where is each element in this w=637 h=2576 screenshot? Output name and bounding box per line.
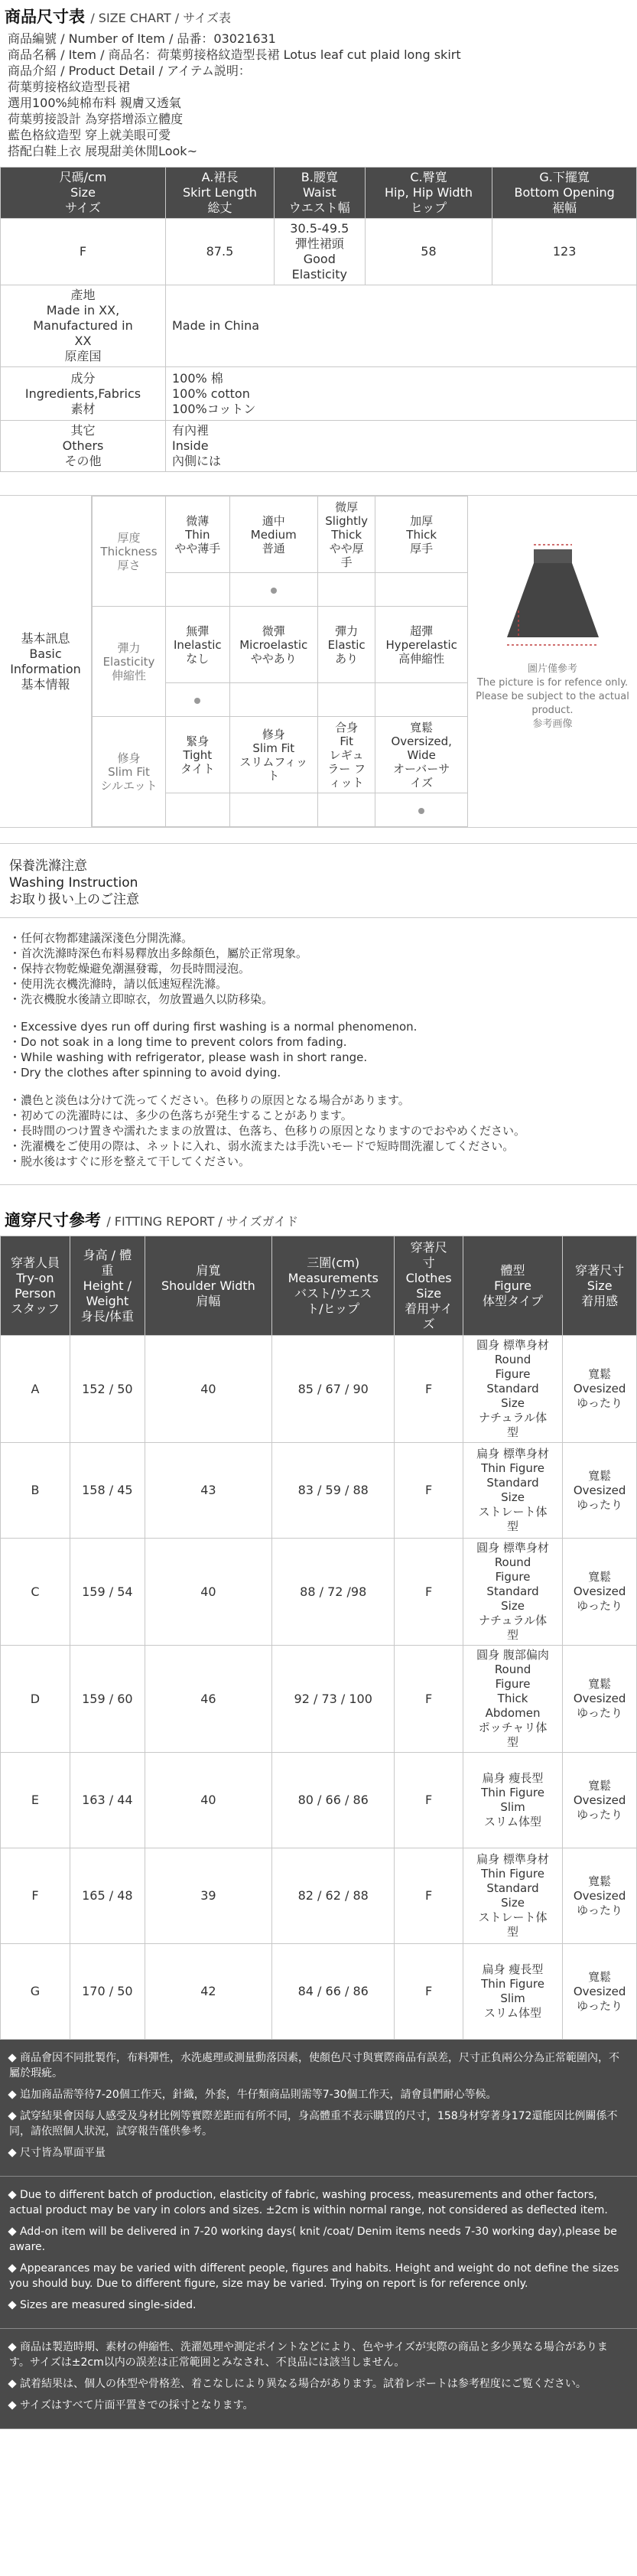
other-label: 其它 Others その他 <box>1 421 166 472</box>
wash-line: ・Do not soak in a long time to prevent colors from fading. <box>9 1035 347 1049</box>
elasticity-select <box>317 683 375 717</box>
size-table <box>0 167 637 472</box>
size-cell: 123 <box>492 219 637 285</box>
material-label: 成分 Ingredients,Fabrics 素材 <box>1 367 166 421</box>
diamond-bullet-icon <box>8 2301 16 2309</box>
wash-line: ・脱水後はすぐに形を整えて干してください。 <box>9 1154 251 1168</box>
wash-line: ・濃色と淡色は分けて洗ってください。色移りの原因となる場合があります。 <box>9 1093 410 1107</box>
fit-cell: 82 / 62 / 88 <box>272 1848 395 1944</box>
fit-cell: C <box>1 1539 70 1646</box>
size-header: B.腰寬 Waist ウエスト幅 <box>274 168 365 219</box>
fit-figure: 扁身 瘦長型 Thin Figure Slim スリム体型 <box>463 1753 562 1848</box>
size-cell: 30.5-49.5 彈性裙頭 Good Elasticity <box>274 219 365 285</box>
fit-cell: 170 / 50 <box>70 1944 145 2040</box>
basic-info-grid <box>92 496 468 827</box>
fit-cell: F <box>395 1443 463 1539</box>
other-value: 有內裡 Inside 內側には <box>165 421 636 472</box>
fit-cell: 83 / 59 / 88 <box>272 1443 395 1539</box>
fit-cell: 85 / 67 / 90 <box>272 1336 395 1443</box>
wash-line: ・Dry the clothes after spinning to avoid dying. <box>9 1066 281 1080</box>
info-line: 藍色格紋造型 穿上就美眼可愛 <box>8 128 171 142</box>
size-cell: 58 <box>365 219 492 285</box>
size-row-f <box>1 219 637 285</box>
diamond-bullet-icon <box>8 2190 16 2199</box>
diamond-bullet-icon <box>8 2401 16 2409</box>
elasticity-select <box>375 683 468 717</box>
fit-label: 修身 Slim Fit シルエット <box>93 717 166 827</box>
elasticity-select <box>229 683 317 717</box>
notes-block-en <box>0 2177 637 2329</box>
fit-selected-dot-icon <box>418 808 424 814</box>
washing-instruction <box>0 843 637 1185</box>
thickness-select <box>317 573 375 607</box>
fit-cell: A <box>1 1336 70 1443</box>
fit-cell: F <box>1 1848 70 1944</box>
fit-select <box>166 793 230 827</box>
note-line: サイズはすべて片面平置きでの採寸となります。 <box>9 2398 628 2413</box>
fit-figure: 圓身 腹部偏肉 Round Figure Thick Abdomen ポッチャリ体 型 <box>463 1646 562 1753</box>
fit-cell: 159 / 60 <box>70 1646 145 1753</box>
wash-line: ・任何衣物都建議深淺色分開洗滌。 <box>9 931 193 945</box>
thickness-option: 適中 Medium 普通 <box>229 497 317 573</box>
size-cell: 87.5 <box>165 219 274 285</box>
fit-cell: F <box>395 1848 463 1944</box>
fit-feel: 寬鬆 Ovesized ゆったり <box>563 1539 637 1646</box>
elasticity-option: 超彈 Hyperelastic 高伸縮性 <box>375 607 468 683</box>
info-line: 搭配白鞋上衣 展現甜美休閒Look~ <box>8 144 197 158</box>
fitting-report-title: 適穿尺寸參考 / FITTING REPORT / サイズガイド <box>5 1211 299 1229</box>
diamond-bullet-icon <box>8 2343 16 2351</box>
thickness-option: 加厚 Thick 厚手 <box>375 497 468 573</box>
fit-row <box>1 1539 637 1646</box>
info-line: 商品編號 / Number of Item / 品番：03021631 <box>8 31 276 46</box>
fit-feel: 寬鬆 Ovesized ゆったり <box>563 1443 637 1539</box>
fit-option: 寬鬆 Oversized, Wide オーバーサ イズ <box>375 717 468 793</box>
wash-line: ・Excessive dyes run off during first washing is a normal phenomenon. <box>9 1020 418 1034</box>
fit-option: 修身 Slim Fit スリムフィッ ト <box>229 717 317 793</box>
basic-info <box>0 495 637 828</box>
note-line: 追加商品需等待7-20個工作天，針織，外套，牛仔類商品則需等7-30個工作天，請會員們耐心等候。 <box>9 2087 628 2102</box>
fit-cell: 39 <box>145 1848 271 1944</box>
material-row <box>1 367 637 421</box>
fit-cell: 40 <box>145 1753 271 1848</box>
origin-value: Made in China <box>165 285 636 367</box>
fit-cell: F <box>395 1646 463 1753</box>
origin-row <box>1 285 637 367</box>
diamond-bullet-icon <box>8 2264 16 2272</box>
note-line: 商品會因不同批製作，布料彈性，水洗處理或測量動落因素，使顏色尺寸與實際商品有誤差，尺寸正負兩公分為正常範圍內，不屬於瑕疵。 <box>9 2052 619 2079</box>
fit-cell: 43 <box>145 1443 271 1539</box>
diamond-bullet-icon <box>8 2148 16 2157</box>
diamond-bullet-icon <box>8 2053 16 2062</box>
skirt-illustration-icon <box>496 542 610 656</box>
notes-block-ja <box>0 2329 637 2429</box>
fit-header: 體型 Figure 体型タイプ <box>463 1236 562 1336</box>
washing-body <box>0 918 637 1185</box>
fit-cell: G <box>1 1944 70 2040</box>
wash-line: ・初めての洗濯時には、多少の色落ちが発生することがあります。 <box>9 1109 353 1122</box>
fit-select <box>375 793 468 827</box>
notes-section <box>0 2040 637 2429</box>
fit-row <box>1 1753 637 1848</box>
fit-row <box>1 1336 637 1443</box>
diamond-bullet-icon <box>8 2112 16 2120</box>
fit-cell: D <box>1 1646 70 1753</box>
elasticity-option: 無彈 Inelastic なし <box>166 607 230 683</box>
basic-info-label: 基本訊息 Basic Information 基本情報 <box>0 496 92 827</box>
fit-cell: 40 <box>145 1539 271 1646</box>
elasticity-row <box>93 607 468 683</box>
fit-header: 三圍(cm) Measurements バスト/ウエス ト/ヒップ <box>272 1236 395 1336</box>
thickness-select <box>229 573 317 607</box>
origin-label: 產地 Made in XX, Manufactured in XX 原産国 <box>1 285 166 367</box>
fit-cell: 152 / 50 <box>70 1336 145 1443</box>
elasticity-option: 微彈 Microelastic ややあり <box>229 607 317 683</box>
elasticity-selected-dot-icon <box>194 698 200 704</box>
wash-line: ・保持衣物乾燥避免潮濕發霉，勿長時間浸泡。 <box>9 962 251 975</box>
fit-figure: 圓身 標準身材 Round Figure Standard Size ナチュラル体 型 <box>463 1336 562 1443</box>
fit-header: 穿著人員 Try-on Person スタッフ <box>1 1236 70 1336</box>
fit-cell: F <box>395 1944 463 2040</box>
material-value: 100% 棉 100% cotton 100%コットン <box>165 367 636 421</box>
note-line: Due to different batch of production, elasticity of fabric, washing process, measurements and other factors, actual product may be vary in colors and sizes. ±2cm is within normal range, not considered as deflected item. <box>9 2189 608 2216</box>
fit-cell: 159 / 54 <box>70 1539 145 1646</box>
fit-cell: E <box>1 1753 70 1848</box>
note-line: 商品は製造時期、素材の伸縮性、洗濯処理や測定ポイントなどにより、色やサイズが実際の商品と多少異なる場合があります。サイズは±2cm以内の誤差は正常範囲とみなされ、不良品には該当しません。 <box>9 2341 608 2369</box>
size-chart-title: 商品尺寸表 / SIZE CHART / サイズ表 <box>5 8 231 26</box>
fit-cell: B <box>1 1443 70 1539</box>
fit-cell: F <box>395 1336 463 1443</box>
fit-feel: 寬鬆 Ovesized ゆったり <box>563 1848 637 1944</box>
thickness-select <box>375 573 468 607</box>
wash-line: ・長時間のつけ置きや濡れたままの放置は、色落ち、色移りの原因となりますのでおやめください。 <box>9 1124 526 1138</box>
fit-option: 緊身 Tight タイト <box>166 717 230 793</box>
note-line: 尺寸皆為單面平量 <box>9 2145 628 2161</box>
fit-select <box>317 793 375 827</box>
wash-line: ・洗濯機をご使用の際は、ネットに入れ、弱水流または手洗いモードで短時間洗濯してください。 <box>9 1139 515 1153</box>
fit-row <box>1 1646 637 1753</box>
elasticity-label: 彈力 Elasticity 伸縮性 <box>93 607 166 717</box>
fit-cell: 84 / 66 / 86 <box>272 1944 395 2040</box>
info-line: 商品介紹 / Product Detail / アイテム説明： <box>8 64 251 78</box>
fit-row <box>1 1944 637 2040</box>
fit-header: 肩寬 Shoulder Width 肩幅 <box>145 1236 271 1336</box>
fit-cell: 42 <box>145 1944 271 2040</box>
fit-header: 穿著尺寸 Size 着用感 <box>563 1236 637 1336</box>
fit-feel: 寬鬆 Ovesized ゆったり <box>563 1646 637 1753</box>
size-header: A.裙長 Skirt Length 総丈 <box>165 168 274 219</box>
fit-row <box>1 1848 637 1944</box>
thickness-option: 微薄 Thin やや薄手 <box>166 497 230 573</box>
wash-line: ・While washing with refrigerator, please wash in short range. <box>9 1050 368 1064</box>
note-line: Appearances may be varied with different people, figures and habits. Height and weight do not define the sizes you should buy. Due to different figure, size may be varied. Trying on report is for reference only. <box>9 2262 619 2290</box>
fit-header: 穿著尺 寸 Clothes Size 着用サイ ズ <box>395 1236 463 1336</box>
thickness-label: 厚度 Thickness 厚さ <box>93 497 166 607</box>
fitting-table <box>0 1236 637 2040</box>
info-line: 荷葉剪接設計 為穿搭增添立體度 <box>8 112 184 126</box>
washing-title: 保養洗滌注意 Washing Instruction お取り扱い上のご注意 <box>0 844 637 918</box>
picture-caption: 圖片僅參考 The picture is for refence only. Please be subject to the actual product. 参考画像 <box>476 663 629 730</box>
size-cell: F <box>1 219 166 285</box>
fit-cell: 80 / 66 / 86 <box>272 1753 395 1848</box>
thickness-selected-dot-icon <box>271 588 277 594</box>
fit-cell: 158 / 45 <box>70 1443 145 1539</box>
elasticity-option: 彈力 Elastic あり <box>317 607 375 683</box>
elasticity-select <box>166 683 230 717</box>
fit-feel: 寬鬆 Ovesized ゆったり <box>563 1753 637 1848</box>
size-header: C.臀寬 Hip, Hip Width ヒップ <box>365 168 492 219</box>
fit-cell: 163 / 44 <box>70 1753 145 1848</box>
diamond-bullet-icon <box>8 2090 16 2099</box>
fit-cell: 40 <box>145 1336 271 1443</box>
size-header: 尺碼/cm Size サイズ <box>1 168 166 219</box>
info-line: 選用100%純棉布料 親膚又透氣 <box>8 96 181 110</box>
notes-block-zh <box>0 2040 637 2177</box>
fit-option: 合身 Fit レギュ ラー フ ィット <box>317 717 375 793</box>
info-line: 商品名稱 / Item / 商品名：荷葉剪接格紋造型長裙 Lotus leaf cut plaid long skirt <box>8 47 461 62</box>
fit-figure: 扁身 瘦長型 Thin Figure Slim スリム体型 <box>463 1944 562 2040</box>
fit-cell: 92 / 73 / 100 <box>272 1646 395 1753</box>
thickness-option: 微厚 Slightly Thick やや厚 手 <box>317 497 375 573</box>
fit-feel: 寬鬆 Ovesized ゆったり <box>563 1944 637 2040</box>
note-line: 試着結果は、個人の体型や骨格差、着こなしにより異なる場合があります。試着レポートは参考程度にご覧ください。 <box>9 2376 628 2392</box>
fit-cell: 46 <box>145 1646 271 1753</box>
fit-cell: 165 / 48 <box>70 1848 145 1944</box>
info-line: 荷葉剪接格紋造型長裙 <box>8 80 131 94</box>
wash-line: ・首次洗滌時深色布料易釋放出多餘顏色，屬於正常現象。 <box>9 946 308 960</box>
diamond-bullet-icon <box>8 2379 16 2388</box>
note-line: Sizes are measured single-sided. <box>9 2298 628 2313</box>
fit-row <box>93 717 468 793</box>
fit-figure: 圓身 標準身材 Round Figure Standard Size ナチュラル体 型 <box>463 1539 562 1646</box>
thickness-row <box>93 497 468 573</box>
product-info <box>0 29 637 167</box>
fit-figure: 扁身 標準身材 Thin Figure Standard Size ストレート体 型 <box>463 1443 562 1539</box>
size-header: G.下擺寬 Bottom Opening 裾幅 <box>492 168 637 219</box>
fit-figure: 扁身 標準身材 Thin Figure Standard Size ストレート体 型 <box>463 1848 562 1944</box>
fit-cell: 88 / 72 /98 <box>272 1539 395 1646</box>
thickness-select <box>166 573 230 607</box>
fit-row <box>1 1443 637 1539</box>
fit-cell: F <box>395 1753 463 1848</box>
wash-line: ・洗衣機脫水後請立即晾衣，勿放置過久以防移染。 <box>9 992 274 1006</box>
fit-feel: 寬鬆 Ovesized ゆったり <box>563 1336 637 1443</box>
fit-select <box>229 793 317 827</box>
fit-cell: F <box>395 1539 463 1646</box>
wash-line: ・使用洗衣機洗滌時，請以低速短程洗滌。 <box>9 977 228 991</box>
note-line: 試穿結果會因每人感受及身材比例等實際差距而有所不同，身高體重不表示購買的尺寸，158身材穿著身172還能因比例關係不同，請依照個人狀況，試穿報告僅供參考。 <box>9 2110 618 2138</box>
other-row <box>1 421 637 472</box>
note-line: Add-on item will be delivered in 7-20 working days( knit /coat/ Denim items needs 7-30 working day),please be aware. <box>9 2226 617 2253</box>
diamond-bullet-icon <box>8 2227 16 2236</box>
fit-header: 身高 / 體 重 Height / Weight 身長/体重 <box>70 1236 145 1336</box>
